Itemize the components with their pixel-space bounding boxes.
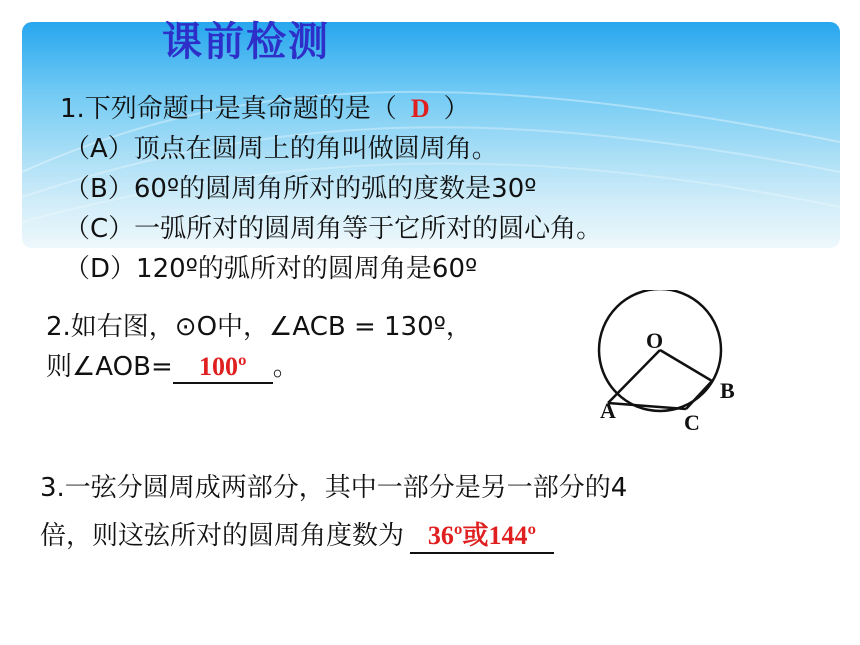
q2-line1: 2.如右图，⊙O中，∠ACB = 130º，	[46, 312, 472, 342]
q3-line2	[40, 515, 554, 554]
q1-stem	[60, 88, 470, 125]
q1-answer: D	[410, 94, 430, 123]
point-c-label: C	[684, 410, 700, 435]
q3-line1: 3.一弦分圆周成两部分，其中一部分是另一部分的4	[40, 473, 628, 503]
q2-line2-text: 则∠AOB=	[46, 352, 173, 382]
q3-answer: 36º或144º	[427, 521, 537, 550]
q3-answer-blank	[410, 515, 554, 554]
q2-answer: 100º	[198, 352, 247, 381]
q1-option-b: （B）60º的圆周角所对的弧的度数是30º	[64, 174, 537, 204]
q2-line2	[46, 346, 299, 384]
segment-oa	[608, 350, 660, 403]
segment-ob	[660, 350, 712, 381]
point-o-label: O	[646, 328, 664, 353]
q2-answer-blank	[173, 352, 273, 384]
q1-stem-close: ）	[443, 94, 470, 124]
q1-option-a: （A）顶点在圆周上的角叫做圆周角。	[64, 134, 498, 164]
point-a-label: A	[600, 398, 616, 423]
q2-line2-end: 。	[272, 352, 299, 382]
q1-stem-text: 1.下列命题中是真命题的是（	[60, 94, 397, 124]
page-title: 课前检测	[162, 19, 330, 65]
segment-cb	[686, 381, 712, 409]
q1-option-c: （C）一弧所对的圆周角等于它所对的圆心角。	[64, 214, 603, 244]
point-b-label: B	[720, 378, 735, 403]
q1-option-d: （D）120º的弧所对的圆周角是60º	[64, 254, 478, 284]
q3-line2-text: 倍，则这弦所对的圆周角度数为	[40, 521, 405, 551]
segment-ac	[608, 403, 686, 409]
